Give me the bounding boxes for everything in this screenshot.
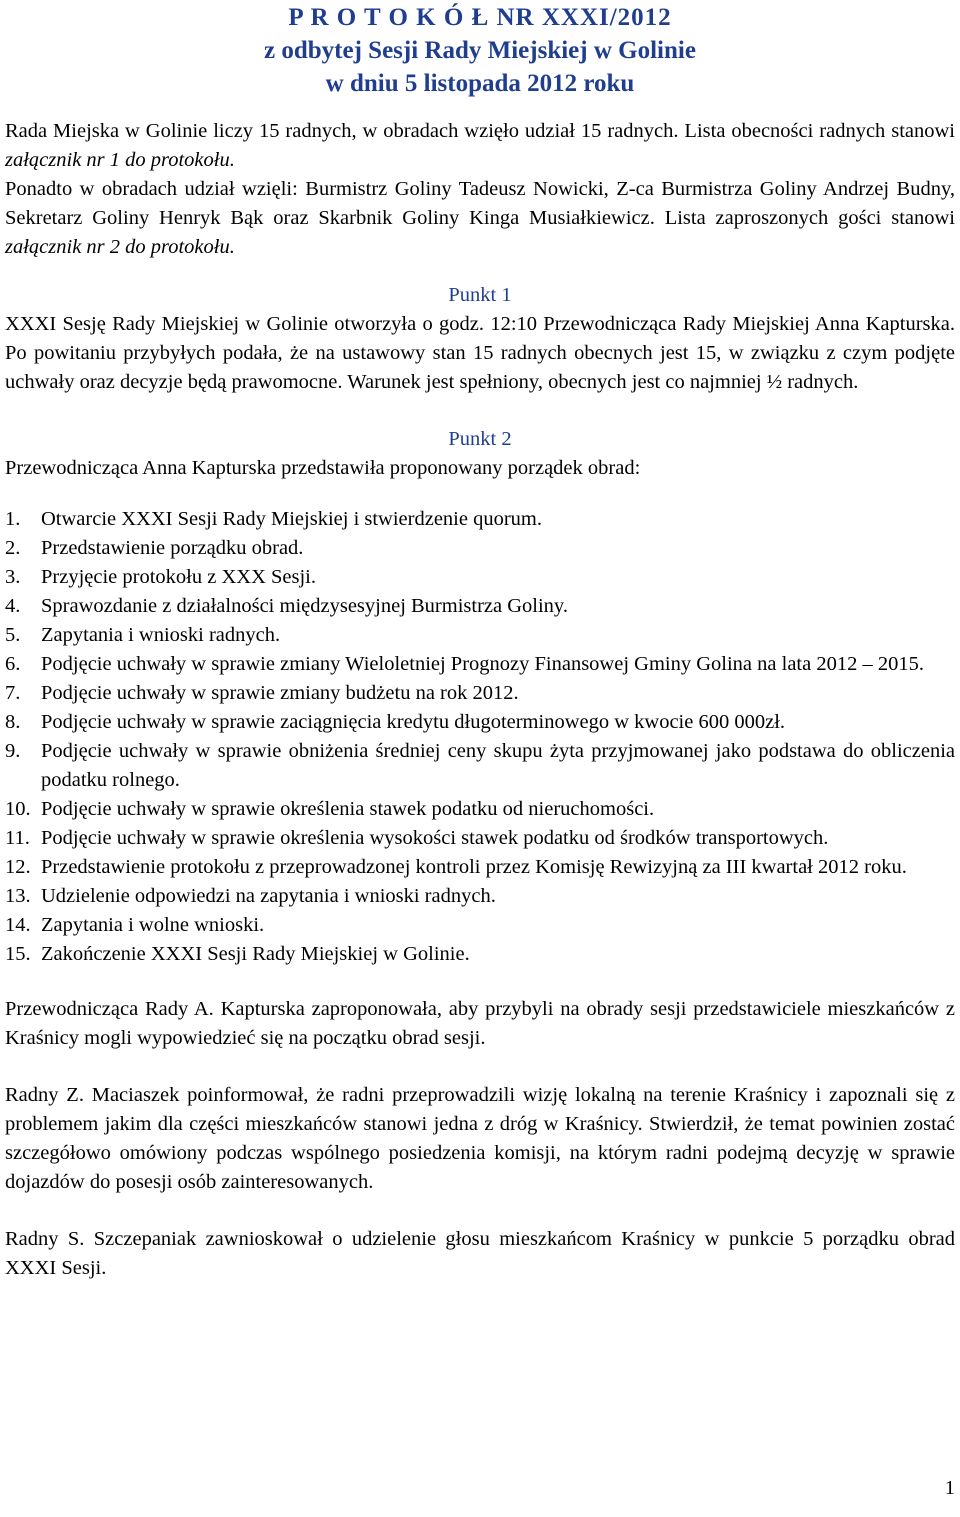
agenda-item-text: Podjęcie uchwały w sprawie zmiany Wieloletniej Prognozy Finansowej Gminy Golina na lata 2012 – 2015. bbox=[41, 653, 924, 675]
agenda-list bbox=[5, 505, 955, 969]
agenda-item-text: Udzielenie odpowiedzi na zapytania i wnioski radnych. bbox=[41, 885, 496, 907]
agenda-item bbox=[5, 563, 955, 592]
agenda-item-number: 1. bbox=[5, 508, 21, 530]
agenda-item bbox=[5, 592, 955, 621]
agenda-item-text: Sprawozdanie z działalności międzysesyjnej Burmistrza Goliny. bbox=[41, 595, 568, 617]
punkt-2-intro: Przewodnicząca Anna Kapturska przedstawiła proponowany porządek obrad: bbox=[5, 457, 641, 479]
agenda-item-text: Zapytania i wolne wnioski. bbox=[41, 914, 265, 936]
szczepaniak-paragraph: Radny S. Szczepaniak zawnioskował o udzielenie głosu mieszkańcom Kraśnicy w punkcie 5 porządku obrad XXXI Sesji. bbox=[5, 1228, 955, 1279]
agenda-item-text: Zakończenie XXXI Sesji Rady Miejskiej w Golinie. bbox=[41, 943, 470, 965]
page-number: 1 bbox=[944, 1477, 955, 1499]
agenda-item bbox=[5, 534, 955, 563]
agenda-item bbox=[5, 737, 955, 795]
agenda-item bbox=[5, 882, 955, 911]
agenda-item-text: Zapytania i wnioski radnych. bbox=[41, 624, 281, 646]
intro-paragraph-1 bbox=[5, 117, 955, 175]
agenda-item bbox=[5, 911, 955, 940]
agenda-item bbox=[5, 795, 955, 824]
agenda-item bbox=[5, 650, 955, 679]
attachment-2-reference: załącznik nr 2 do protokołu. bbox=[5, 236, 235, 258]
agenda-item-text: Podjęcie uchwały w sprawie zaciągnięcia kredytu długoterminowego w kwocie 600 000zł. bbox=[41, 711, 786, 733]
agenda-item bbox=[5, 679, 955, 708]
intro-text-2: Ponadto w obradach udział wzięli: Burmistrz Goliny Tadeusz Nowicki, Z-ca Burmistrza Goliny Andrzej Budny, Sekretarz Goliny Henryk Bąk oraz Skarbnik Goliny Kinga Musiałkiewicz. Lista zaproszonych gości stanowi bbox=[5, 178, 955, 229]
kapturska-paragraph: Przewodnicząca Rady A. Kapturska zaproponowała, aby przybyli na obrady sesji przedstawiciele mieszkańców z Kraśnicy mogli wypowiedzieć się na początku obrad sesji. bbox=[5, 998, 955, 1049]
agenda-item-number: 8. bbox=[5, 711, 21, 733]
punkt-1-text: XXXI Sesję Rady Miejskiej w Golinie otworzyła o godz. 12:10 Przewodnicząca Rady Miejskiej Anna Kapturska. Po powitaniu przybyłych podała, że na ustawowy stan 15 radnych obecnych jest 15, w związku z czym podjęte uchwały oraz decyzje będą prawomocne. Warunek jest spełniony, obecnych jest co najmniej ½ radnych. bbox=[5, 313, 955, 393]
agenda-item-number: 2. bbox=[5, 537, 21, 559]
agenda-item-number: 12. bbox=[5, 856, 31, 878]
agenda-item-number: 5. bbox=[5, 624, 21, 646]
document-page bbox=[5, 0, 955, 1283]
agenda-item-number: 6. bbox=[5, 653, 21, 675]
agenda-item bbox=[5, 853, 955, 882]
document-title bbox=[5, 0, 955, 100]
agenda-item-number: 11. bbox=[5, 827, 30, 849]
title-line-1: P R O T O K Ó Ł NR XXXI/2012 bbox=[288, 4, 672, 31]
agenda-item-text: Podjęcie uchwały w sprawie określenia wysokości stawek podatku od środków transportowych. bbox=[41, 827, 829, 849]
punkt-2-heading: Punkt 2 bbox=[448, 428, 512, 450]
agenda-item-text: Przyjęcie protokołu z XXX Sesji. bbox=[41, 566, 316, 588]
agenda-item-text: Przedstawienie protokołu z przeprowadzonej kontroli przez Komisję Rewizyjną za III kwartał 2012 roku. bbox=[41, 856, 907, 878]
agenda-item-text: Podjęcie uchwały w sprawie określenia stawek podatku od nieruchomości. bbox=[41, 798, 655, 820]
punkt-1-heading: Punkt 1 bbox=[448, 284, 512, 306]
agenda-item-number: 9. bbox=[5, 740, 21, 762]
agenda-item bbox=[5, 940, 955, 969]
agenda-item bbox=[5, 824, 955, 853]
agenda-item-text: Podjęcie uchwały w sprawie obniżenia średniej ceny skupu żyta przyjmowanej jako podstawa do obliczenia podatku rolnego. bbox=[41, 740, 955, 791]
agenda-item-text: Otwarcie XXXI Sesji Rady Miejskiej i stwierdzenie quorum. bbox=[41, 508, 542, 530]
attachment-1-reference: załącznik nr 1 do protokołu. bbox=[5, 149, 235, 171]
maciaszek-paragraph: Radny Z. Maciaszek poinformował, że radni przeprowadzili wizję lokalną na terenie Kraśnicy i zapoznali się z problemem jakim dla części mieszkańców stanowi jedna z dróg w Kraśnicy. Stwierdził, że temat powinien zostać szczegółowo omówiony podczas wspólnego posiedzenia komisji, na którym radni podejmą decyzję w sprawie dojazdów do posesji osób zainteresowanych. bbox=[5, 1084, 955, 1193]
intro-text-1: Rada Miejska w Golinie liczy 15 radnych, w obradach wzięło udział 15 radnych. Lista obecności radnych stanowi bbox=[5, 120, 955, 142]
agenda-item bbox=[5, 621, 955, 650]
agenda-item-number: 14. bbox=[5, 914, 31, 936]
agenda-item-number: 7. bbox=[5, 682, 21, 704]
title-line-3: w dniu 5 listopada 2012 roku bbox=[325, 70, 635, 97]
agenda-item-text: Podjęcie uchwały w sprawie zmiany budżetu na rok 2012. bbox=[41, 682, 519, 704]
intro-paragraph-2 bbox=[5, 175, 955, 262]
agenda-item bbox=[5, 708, 955, 737]
agenda-item-number: 3. bbox=[5, 566, 21, 588]
agenda-item-number: 4. bbox=[5, 595, 21, 617]
agenda-item-number: 15. bbox=[5, 943, 31, 965]
title-line-2: z odbytej Sesji Rady Miejskiej w Golinie bbox=[264, 37, 696, 64]
agenda-item-number: 10. bbox=[5, 798, 31, 820]
agenda-item bbox=[5, 505, 955, 534]
agenda-item-text: Przedstawienie porządku obrad. bbox=[41, 537, 304, 559]
agenda-item-number: 13. bbox=[5, 885, 31, 907]
